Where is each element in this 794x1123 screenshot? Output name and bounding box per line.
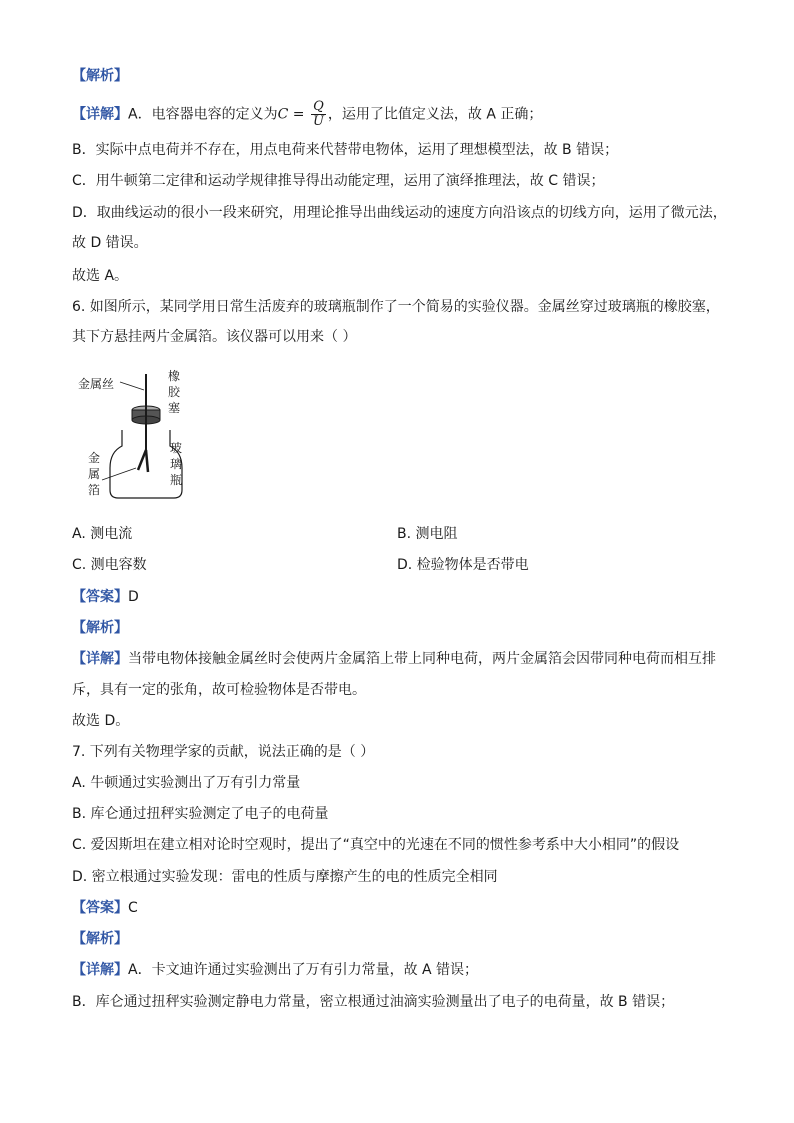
- q6-explanation-line2: 斥，具有一定的张角，故可检验物体是否带电。: [72, 682, 366, 698]
- analysis-tag: 【解析】: [72, 68, 128, 84]
- q7-stem: 7. 下列有关物理学家的贡献，说法正确的是（ ）: [72, 744, 375, 760]
- q6-analysis-tag: 【解析】: [72, 620, 128, 636]
- q7-option-b[interactable]: B. 库仑通过扭秤实验测定了电子的电荷量: [72, 806, 329, 822]
- q6-choose-answer: 故选 D。: [72, 713, 130, 729]
- label-foil-2: 属: [88, 467, 101, 481]
- q7-explanation-b: B．库仑通过扭秤实验测定静电力常量，密立根通过油滴实验测量出了电子的电荷量，故 B 错误；: [72, 994, 675, 1010]
- label-metal-wire: 金属丝: [78, 377, 115, 391]
- label-stopper-2: 胶: [168, 385, 181, 399]
- label-stopper-3: 塞: [168, 401, 181, 415]
- metal-foil-left: [138, 450, 146, 470]
- explanation-line-c: C．用牛顿第二定律和运动学规律推导得出动能定理，运用了演绎推理法，故 C 错误；: [72, 173, 605, 189]
- q6-answer: 【答案】D: [72, 589, 139, 605]
- q6-option-d[interactable]: D. 检验物体是否带电: [397, 557, 529, 573]
- choose-answer: 故选 A。: [72, 268, 129, 284]
- capacitance-fraction: $\frac{Q}{U}$: [312, 99, 324, 129]
- q6-option-b[interactable]: B. 测电阻: [397, 526, 458, 542]
- electroscope-figure: [72, 368, 222, 503]
- q7-analysis-tag: 【解析】: [72, 931, 128, 947]
- metal-foil-right: [146, 450, 148, 472]
- q6-option-a[interactable]: A. 测电流: [72, 526, 133, 542]
- q6-option-c[interactable]: C. 测电容数: [72, 557, 147, 573]
- label-stopper-1: 橡: [168, 369, 181, 383]
- label-foil-1: 金: [88, 451, 101, 465]
- explanation-line-d: D．取曲线运动的很小一段来研究，用理论推导出曲线运动的速度方向沿该点的切线方向，运用了微元法，: [72, 205, 727, 221]
- q6-stem-line2: 其下方悬挂两片金属箔。该仪器可以用来（ ）: [72, 329, 357, 345]
- q6-stem-line1: 6. 如图所示，某同学用日常生活废弃的玻璃瓶制作了一个简易的实验仪器。金属丝穿过玻璃瓶的橡胶塞，: [72, 299, 720, 315]
- q7-explanation-a: 【详解】A．卡文迪许通过实验测出了万有引力常量，故 A 错误；: [72, 962, 479, 978]
- q7-option-d[interactable]: D. 密立根通过实验发现：雷电的性质与摩擦产生的电的性质完全相同: [72, 869, 498, 885]
- q7-option-a[interactable]: A. 牛顿通过实验测出了万有引力常量: [72, 775, 301, 791]
- explanation-line-a: 【详解】A．电容器电容的定义为C = $\frac{Q}{U}$ ，运用了比值定义法，故 A 正确；: [72, 99, 543, 129]
- explanation-line-d-cont: 故 D 错误。: [72, 235, 148, 251]
- label-bottle-2: 璃: [170, 457, 183, 471]
- q6-explanation-line1: 【详解】当带电物体接触金属丝时会使两片金属箔上带上同种电荷，两片金属箔会因带同种电荷而相互排: [72, 651, 716, 667]
- label-foil-3: 箔: [88, 483, 101, 497]
- q7-option-c[interactable]: C. 爱因斯坦在建立相对论时空观时，提出了“真空中的光速在不同的惯性参考系中大小相同”的假设: [72, 837, 680, 853]
- q7-answer: 【答案】C: [72, 900, 138, 916]
- explanation-line-b: B．实际中点电荷并不存在，用点电荷来代替带电物体，运用了理想模型法，故 B 错误；: [72, 142, 619, 158]
- label-bottle-1: 玻: [170, 441, 183, 455]
- label-bottle-3: 瓶: [170, 473, 183, 487]
